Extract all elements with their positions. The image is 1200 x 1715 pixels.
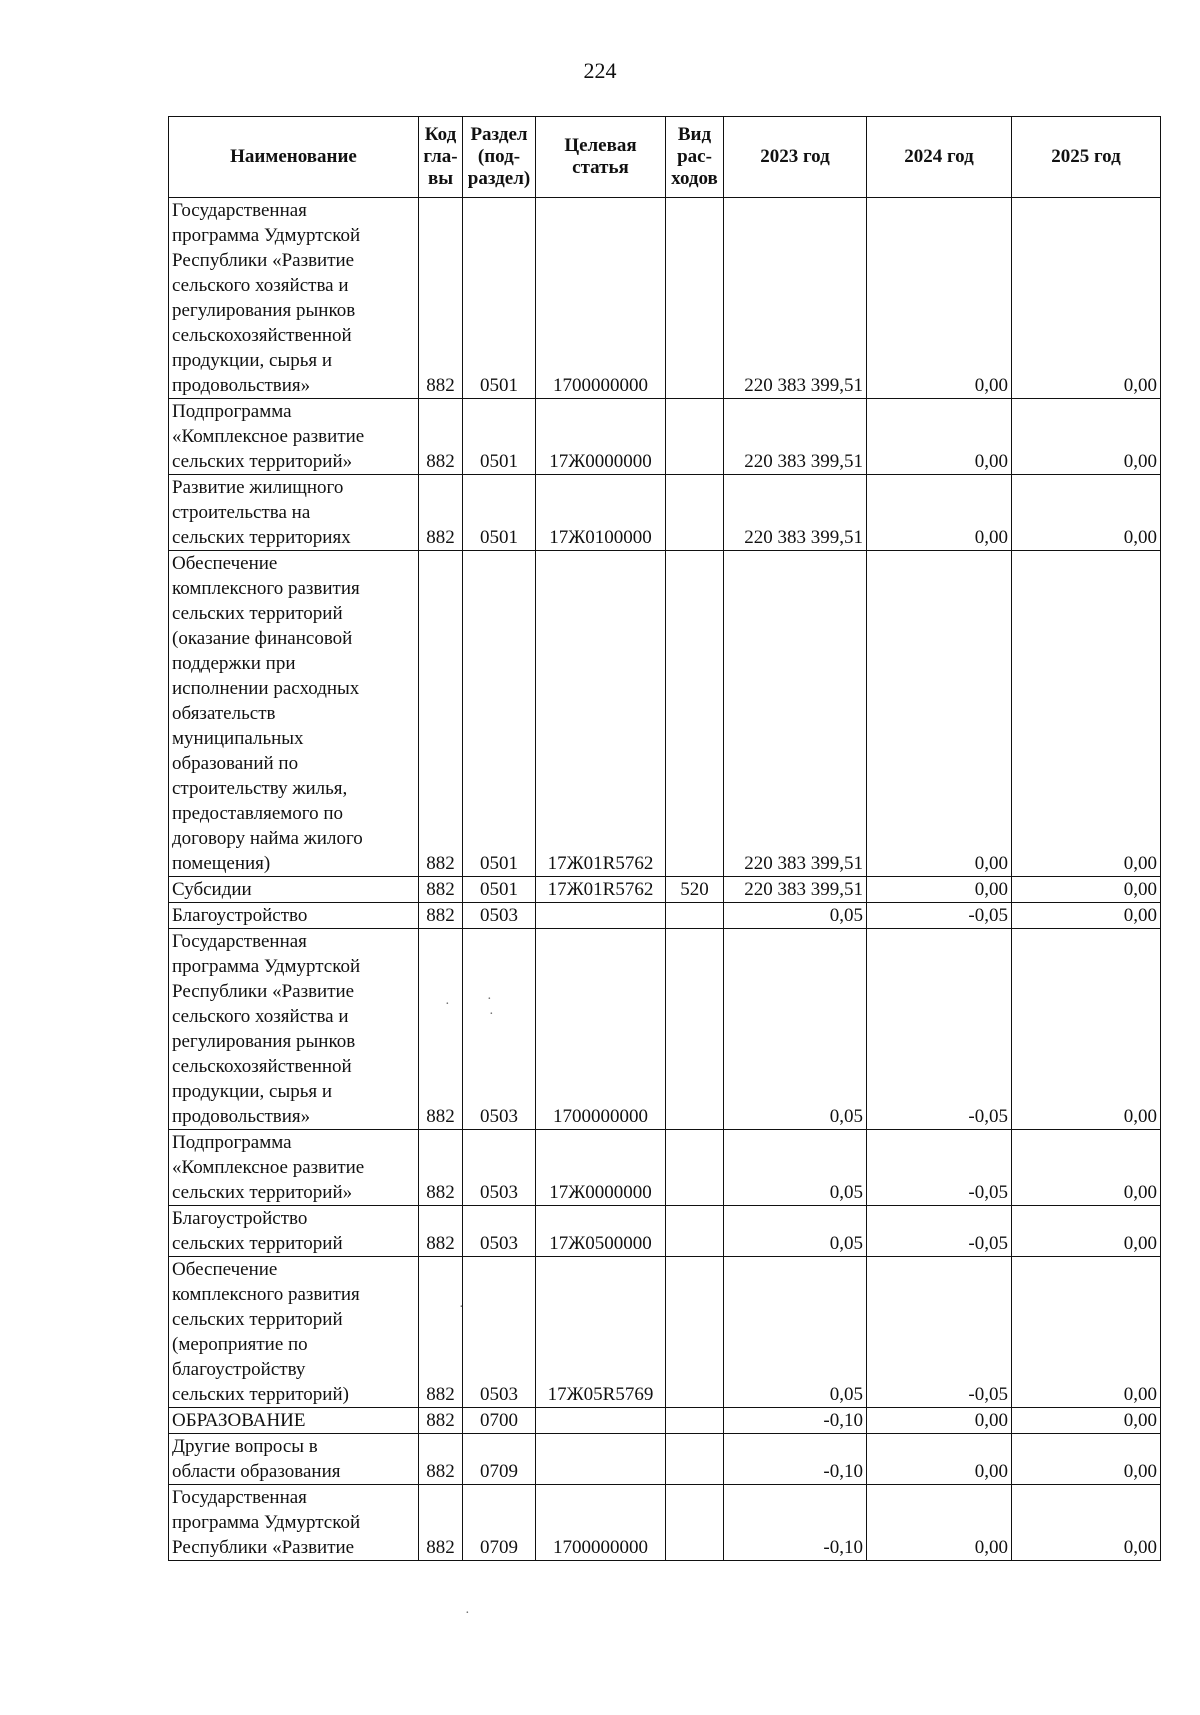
cell-section: 0709 [463,1434,536,1485]
cell-name: Государственная программа Удмуртской Республики «Развитие сельского хозяйства и регулирования рынков сельскохозяйственной продукции, сырья и продовольствия» [169,198,419,399]
cell-target: 1700000000 [536,198,666,399]
cell-section: 0503 [463,903,536,929]
cell-chapter: 882 [419,198,463,399]
cell-target: 17Ж0000000 [536,399,666,475]
cell-expense-type [666,1434,724,1485]
cell-target: 17Ж0500000 [536,1206,666,1257]
cell-chapter: 882 [419,1485,463,1561]
cell-chapter: 882 [419,475,463,551]
scan-speck: · [489,1007,494,1022]
header-2025: 2025 год [1012,117,1161,198]
cell-2023: 220 383 399,51 [724,877,867,903]
cell-target: 17Ж01R5762 [536,551,666,877]
table-row [169,929,1161,1130]
cell-2024: 0,00 [867,399,1012,475]
cell-section: 0503 [463,1206,536,1257]
cell-name: Подпрограмма «Комплексное развитие сельских территорий» [169,1130,419,1206]
cell-2024: 0,00 [867,1408,1012,1434]
cell-2023: -0,10 [724,1485,867,1561]
cell-2025: 0,00 [1012,475,1161,551]
cell-expense-type [666,399,724,475]
cell-chapter: 882 [419,399,463,475]
cell-chapter: 882 [419,1257,463,1408]
table-row [169,399,1161,475]
cell-section: 0501 [463,877,536,903]
cell-2025: 0,00 [1012,1257,1161,1408]
cell-expense-type [666,1408,724,1434]
cell-target: 17Ж0100000 [536,475,666,551]
cell-target: 17Ж05R5769 [536,1257,666,1408]
table-row [169,1408,1161,1434]
cell-section: 0501 [463,399,536,475]
cell-target [536,903,666,929]
cell-2025: 0,00 [1012,929,1161,1130]
cell-2025: 0,00 [1012,1408,1161,1434]
cell-expense-type [666,1257,724,1408]
cell-name: Обеспечение комплексного развития сельских территорий (оказание финансовой поддержки при исполнении расходных обязательств муниципальных образований по строительству жилья, предоставляемого по договору найма жилого помещения) [169,551,419,877]
cell-chapter: 882 [419,877,463,903]
cell-2024: 0,00 [867,1434,1012,1485]
cell-chapter: 882 [419,929,463,1130]
cell-2024: -0,05 [867,903,1012,929]
cell-2023: 220 383 399,51 [724,399,867,475]
cell-2024: -0,05 [867,929,1012,1130]
cell-name: Субсидии [169,877,419,903]
cell-section: 0501 [463,198,536,399]
cell-name: ОБРАЗОВАНИЕ [169,1408,419,1434]
cell-2023: 0,05 [724,929,867,1130]
cell-2025: 0,00 [1012,1130,1161,1206]
header-section: Раздел (под- раздел) [463,117,536,198]
cell-section: 0503 [463,1130,536,1206]
table-row [169,1130,1161,1206]
table-row [169,1206,1161,1257]
cell-target: 1700000000 [536,929,666,1130]
table-row [169,1257,1161,1408]
cell-2025: 0,00 [1012,1206,1161,1257]
header-2023: 2023 год [724,117,867,198]
cell-section: 0501 [463,551,536,877]
cell-2024: 0,00 [867,551,1012,877]
header-expense-type: Вид рас- ходов [666,117,724,198]
cell-2024: 0,00 [867,1485,1012,1561]
cell-section: 0503 [463,1257,536,1408]
cell-2024: 0,00 [867,475,1012,551]
cell-target [536,1408,666,1434]
scan-speck: · [487,992,492,1007]
cell-section: 0709 [463,1485,536,1561]
cell-section: 0503 [463,929,536,1130]
cell-chapter: 882 [419,1130,463,1206]
cell-expense-type [666,198,724,399]
cell-2024: -0,05 [867,1206,1012,1257]
cell-2023: 0,05 [724,1206,867,1257]
cell-target [536,1434,666,1485]
cell-2024: -0,05 [867,1257,1012,1408]
cell-name: Подпрограмма «Комплексное развитие сельских территорий» [169,399,419,475]
cell-2025: 0,00 [1012,551,1161,877]
table-row [169,475,1161,551]
table-row [169,551,1161,877]
cell-2023: -0,10 [724,1408,867,1434]
cell-chapter: 882 [419,1206,463,1257]
cell-name: Развитие жилищного строительства на сельских территориях [169,475,419,551]
cell-expense-type [666,551,724,877]
table-row [169,1485,1161,1561]
cell-2024: 0,00 [867,198,1012,399]
header-target: Целевая статья [536,117,666,198]
cell-expense-type [666,1130,724,1206]
page-number: 224 [583,58,617,83]
cell-expense-type [666,1206,724,1257]
cell-chapter: 882 [419,903,463,929]
cell-2024: -0,05 [867,1130,1012,1206]
cell-name: Благоустройство сельских территорий [169,1206,419,1257]
cell-target: 1700000000 [536,1485,666,1561]
cell-expense-type [666,929,724,1130]
cell-name: Государственная программа Удмуртской Республики «Развитие сельского хозяйства и регулирования рынков сельскохозяйственной продукции, сырья и продовольствия» [169,929,419,1130]
cell-2024: 0,00 [867,877,1012,903]
table-row [169,877,1161,903]
budget-table [168,116,1161,1561]
cell-name: Благоустройство [169,903,419,929]
cell-2025: 0,00 [1012,198,1161,399]
cell-target: 17Ж0000000 [536,1130,666,1206]
table-body [169,198,1161,1561]
cell-2023: 0,05 [724,1130,867,1206]
cell-2023: 0,05 [724,1257,867,1408]
table-row [169,903,1161,929]
cell-section: 0501 [463,475,536,551]
header-name: Наименование [169,117,419,198]
scan-speck: · [459,1300,464,1315]
cell-expense-type [666,903,724,929]
cell-expense-type [666,1485,724,1561]
cell-expense-type [666,475,724,551]
cell-2025: 0,00 [1012,877,1161,903]
cell-2023: 220 383 399,51 [724,551,867,877]
scan-speck: · [465,1606,470,1621]
cell-name: Государственная программа Удмуртской Республики «Развитие [169,1485,419,1561]
cell-chapter: 882 [419,1434,463,1485]
cell-name: Обеспечение комплексного развития сельских территорий (мероприятие по благоустройству сельских территорий) [169,1257,419,1408]
cell-target: 17Ж01R5762 [536,877,666,903]
scan-speck: · [445,997,450,1012]
header-chapter: Код гла- вы [419,117,463,198]
table-header-row [169,117,1161,198]
cell-2025: 0,00 [1012,399,1161,475]
cell-2025: 0,00 [1012,1485,1161,1561]
cell-chapter: 882 [419,1408,463,1434]
cell-chapter: 882 [419,551,463,877]
cell-expense-type: 520 [666,877,724,903]
cell-2023: 220 383 399,51 [724,475,867,551]
cell-2025: 0,00 [1012,1434,1161,1485]
cell-2025: 0,00 [1012,903,1161,929]
header-2024: 2024 год [867,117,1012,198]
table-row [169,198,1161,399]
cell-name: Другие вопросы в области образования [169,1434,419,1485]
cell-2023: 220 383 399,51 [724,198,867,399]
table-row [169,1434,1161,1485]
cell-2023: -0,10 [724,1434,867,1485]
cell-2023: 0,05 [724,903,867,929]
cell-section: 0700 [463,1408,536,1434]
